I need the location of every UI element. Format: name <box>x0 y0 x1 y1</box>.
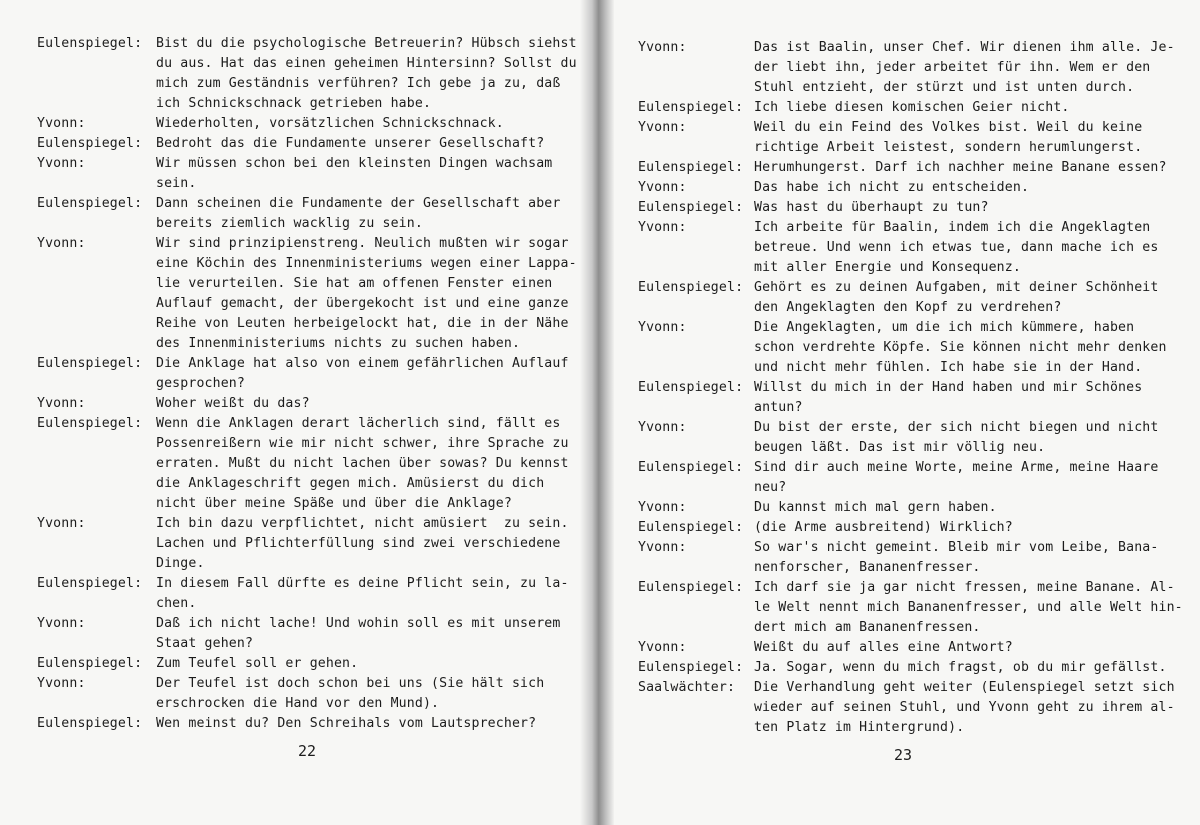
dialogue-text: Ich liebe diesen komischen Geier nicht. <box>754 100 1070 115</box>
left-page <box>0 0 594 825</box>
dialogue-line <box>638 518 1178 538</box>
dialogue-line <box>638 418 1178 438</box>
dialogue-text: mit aller Energie und Konsequenz. <box>754 260 1021 275</box>
dialogue-text: Dinge. <box>156 556 205 571</box>
dialogue-text: des Innenministeriums nichts zu suchen haben. <box>156 336 521 351</box>
dialogue-line <box>37 134 582 154</box>
dialogue-text: Auflauf gemacht, der übergekocht ist und eine ganze <box>156 296 569 311</box>
dialogue-line <box>638 598 1183 618</box>
dialogue-line <box>638 498 1178 518</box>
dialogue-line <box>37 174 582 194</box>
speaker-name: Eulenspiegel: <box>638 380 744 395</box>
right-page-number: 23 <box>894 746 913 764</box>
speaker-name: Eulenspiegel: <box>638 200 744 215</box>
dialogue-line <box>37 434 582 454</box>
dialogue-text: ich Schnickschnack getrieben habe. <box>156 96 432 111</box>
dialogue-text: neu? <box>754 480 787 495</box>
speaker-name: Yvonn: <box>638 320 687 335</box>
speaker-name: Eulenspiegel: <box>638 460 744 475</box>
dialogue-line <box>638 638 1178 658</box>
dialogue-line <box>638 358 1178 378</box>
dialogue-line <box>638 438 1178 458</box>
dialogue-line <box>638 398 1178 418</box>
speaker-name: Eulenspiegel: <box>37 36 143 51</box>
speaker-name: Yvonn: <box>37 676 86 691</box>
dialogue-line <box>37 214 582 234</box>
dialogue-line <box>638 138 1178 158</box>
speaker-name: Yvonn: <box>37 616 86 631</box>
dialogue-text: Die Anklage hat also von einem gefährlichen Auflauf <box>156 356 569 371</box>
dialogue-text: So war's nicht gemeint. Bleib mir vom Leibe, Bana- <box>754 540 1159 555</box>
dialogue-text: le Welt nennt mich Bananenfresser, und alle Welt hin- <box>754 600 1183 615</box>
dialogue-line <box>37 474 582 494</box>
speaker-name: Yvonn: <box>37 516 86 531</box>
dialogue-line <box>37 514 582 534</box>
dialogue-line <box>638 238 1178 258</box>
left-page-number: 22 <box>298 742 317 760</box>
dialogue-text: Ich arbeite für Baalin, indem ich die Angeklagten <box>754 220 1151 235</box>
speaker-name: Yvonn: <box>37 396 86 411</box>
dialogue-text: nicht über meine Späße und über die Anklage? <box>156 496 512 511</box>
dialogue-text: erschrocken die Hand vor den Mund). <box>156 696 440 711</box>
dialogue-text: Dann scheinen die Fundamente der Gesellschaft aber <box>156 196 561 211</box>
dialogue-text: Weil du ein Feind des Volkes bist. Weil du keine <box>754 120 1143 135</box>
dialogue-line <box>638 218 1178 238</box>
dialogue-text: ten Platz im Hintergrund). <box>754 720 965 735</box>
dialogue-text: gesprochen? <box>156 376 245 391</box>
dialogue-line <box>638 98 1178 118</box>
dialogue-text: Reihe von Leuten herbeigelockt hat, die in der Nähe <box>156 316 569 331</box>
dialogue-line <box>37 74 582 94</box>
dialogue-line <box>638 298 1178 318</box>
dialogue-line <box>638 578 1178 598</box>
dialogue-line <box>37 494 582 514</box>
dialogue-text: bereits ziemlich wacklig zu sein. <box>156 216 423 231</box>
speaker-name: Yvonn: <box>37 156 86 171</box>
dialogue-text: die Anklageschrift gegen mich. Amüsierst du dich <box>156 476 545 491</box>
speaker-name: Yvonn: <box>638 420 687 435</box>
dialogue-line <box>37 114 582 134</box>
dialogue-line <box>37 574 582 594</box>
dialogue-line <box>638 78 1178 98</box>
left-dialogue <box>37 34 582 734</box>
speaker-name: Yvonn: <box>638 220 687 235</box>
dialogue-text: Herumhungerst. Darf ich nachher meine Banane essen? <box>754 160 1167 175</box>
dialogue-text: lie verurteilen. Sie hat am offenen Fenster einen <box>156 276 553 291</box>
speaker-name: Eulenspiegel: <box>37 356 143 371</box>
dialogue-text: Willst du mich in der Hand haben und mir Schönes <box>754 380 1143 395</box>
dialogue-text: Bist du die psychologische Betreuerin? Hübsch siehst <box>156 36 577 51</box>
dialogue-line <box>37 54 582 74</box>
dialogue-line <box>638 558 1178 578</box>
dialogue-text: Possenreißern wie mir nicht schwer, ihre Sprache zu <box>156 436 569 451</box>
dialogue-text: Die Angeklagten, um die ich mich kümmere, haben <box>754 320 1135 335</box>
dialogue-text: erraten. Mußt du nicht lachen über sowas? Du kennst <box>156 456 569 471</box>
dialogue-text: du aus. Hat das einen geheimen Hintersinn? Sollst du <box>156 56 577 71</box>
dialogue-text: Wir müssen schon bei den kleinsten Dingen wachsam <box>156 156 553 171</box>
speaker-name: Eulenspiegel: <box>638 520 744 535</box>
dialogue-line <box>638 698 1178 718</box>
dialogue-text: Bedroht das die Fundamente unserer Gesellschaft? <box>156 136 545 151</box>
speaker-name: Eulenspiegel: <box>638 580 744 595</box>
dialogue-text: und nicht mehr fühlen. Ich habe sie in der Hand. <box>754 360 1143 375</box>
dialogue-line <box>638 458 1178 478</box>
dialogue-text: nenforscher, Bananenfresser. <box>754 560 981 575</box>
dialogue-line <box>638 158 1178 178</box>
dialogue-line <box>37 194 582 214</box>
speaker-name: Saalwächter: <box>638 680 736 695</box>
speaker-name: Yvonn: <box>37 236 86 251</box>
speaker-name: Eulenspiegel: <box>37 656 143 671</box>
speaker-name: Eulenspiegel: <box>37 576 143 591</box>
dialogue-text: Woher weißt du das? <box>156 396 310 411</box>
dialogue-text: beugen läßt. Das ist mir völlig neu. <box>754 440 1046 455</box>
dialogue-text: In diesem Fall dürfte es deine Pflicht sein, zu la- <box>156 576 569 591</box>
dialogue-line <box>37 274 582 294</box>
dialogue-text: mich zum Geständnis verführen? Ich gebe ja zu, daß <box>156 76 561 91</box>
dialogue-text: schon verdrehte Köpfe. Sie können nicht mehr denken <box>754 340 1167 355</box>
dialogue-text: (die Arme ausbreitend) Wirklich? <box>754 520 1013 535</box>
dialogue-text: Wir sind prinzipienstreng. Neulich mußten wir sogar <box>156 236 569 251</box>
dialogue-line <box>638 278 1178 298</box>
dialogue-line <box>37 294 582 314</box>
dialogue-text: richtige Arbeit leistest, sondern herumlungerst. <box>754 140 1143 155</box>
dialogue-line <box>638 198 1178 218</box>
dialogue-line <box>37 234 582 254</box>
dialogue-text: Wenn die Anklagen derart lächerlich sind, fällt es <box>156 416 561 431</box>
speaker-name: Yvonn: <box>638 180 687 195</box>
dialogue-line <box>37 654 582 674</box>
speaker-name: Yvonn: <box>638 540 687 555</box>
dialogue-text: Weißt du auf alles eine Antwort? <box>754 640 1013 655</box>
dialogue-line <box>37 414 582 434</box>
dialogue-text: Stuhl entzieht, der stürzt und ist unten durch. <box>754 80 1135 95</box>
dialogue-line <box>638 38 1178 58</box>
dialogue-line <box>638 478 1178 498</box>
dialogue-text: Was hast du überhaupt zu tun? <box>754 200 989 215</box>
dialogue-text: Sind dir auch meine Worte, meine Arme, meine Haare <box>754 460 1159 475</box>
dialogue-text: sein. <box>156 176 197 191</box>
dialogue-text: Wen meinst du? Den Schreihals vom Lautsprecher? <box>156 716 537 731</box>
dialogue-text: der liebt ihn, jeder arbeitet für ihn. Wem er den <box>754 60 1151 75</box>
dialogue-line <box>638 658 1178 678</box>
dialogue-text: Staat gehen? <box>156 636 254 651</box>
dialogue-text: chen. <box>156 596 197 611</box>
dialogue-line <box>37 714 582 734</box>
speaker-name: Yvonn: <box>638 500 687 515</box>
dialogue-text: dert mich am Bananenfressen. <box>754 620 981 635</box>
dialogue-text: Zum Teufel soll er gehen. <box>156 656 359 671</box>
dialogue-line <box>37 374 582 394</box>
dialogue-line <box>37 454 582 474</box>
dialogue-line <box>37 354 582 374</box>
dialogue-text: Das habe ich nicht zu entscheiden. <box>754 180 1030 195</box>
dialogue-line <box>37 154 582 174</box>
speaker-name: Eulenspiegel: <box>638 160 744 175</box>
right-page <box>594 0 1200 825</box>
dialogue-text: Wiederholten, vorsätzlichen Schnickschnack. <box>156 116 504 131</box>
speaker-name: Yvonn: <box>638 640 687 655</box>
speaker-name: Eulenspiegel: <box>37 716 143 731</box>
speaker-name: Eulenspiegel: <box>638 100 744 115</box>
dialogue-line <box>37 254 582 274</box>
speaker-name: Yvonn: <box>638 40 687 55</box>
dialogue-line <box>37 34 582 54</box>
dialogue-text: Gehört es zu deinen Aufgaben, mit deiner Schönheit <box>754 280 1159 295</box>
dialogue-line <box>37 94 582 114</box>
dialogue-text: antun? <box>754 400 803 415</box>
dialogue-text: betreue. Und wenn ich etwas tue, dann mache ich es <box>754 240 1159 255</box>
dialogue-line <box>37 634 582 654</box>
dialogue-line <box>638 318 1178 338</box>
book-gutter <box>580 0 614 825</box>
dialogue-line <box>638 118 1178 138</box>
dialogue-line <box>37 554 582 574</box>
dialogue-line <box>638 58 1178 78</box>
dialogue-line <box>638 538 1178 558</box>
dialogue-line <box>638 338 1178 358</box>
dialogue-line <box>37 694 582 714</box>
dialogue-text: Daß ich nicht lache! Und wohin soll es mit unserem <box>156 616 561 631</box>
dialogue-line <box>37 614 582 634</box>
speaker-name: Eulenspiegel: <box>37 416 143 431</box>
dialogue-text: Die Verhandlung geht weiter (Eulenspiegel setzt sich <box>754 680 1175 695</box>
right-dialogue <box>638 38 1183 738</box>
dialogue-line <box>37 594 582 614</box>
dialogue-text: Du kannst mich mal gern haben. <box>754 500 997 515</box>
dialogue-line <box>37 314 582 334</box>
dialogue-line <box>638 178 1178 198</box>
dialogue-text: eine Köchin des Innenministeriums wegen einer Lappa- <box>156 256 577 271</box>
speaker-name: Yvonn: <box>37 116 86 131</box>
dialogue-line <box>638 378 1178 398</box>
dialogue-text: Der Teufel ist doch schon bei uns (Sie hält sich <box>156 676 545 691</box>
dialogue-line <box>37 534 582 554</box>
dialogue-text: wieder auf seinen Stuhl, und Yvonn geht zu ihrem al- <box>754 700 1175 715</box>
speaker-name: Eulenspiegel: <box>638 280 744 295</box>
dialogue-line <box>37 674 582 694</box>
speaker-name: Eulenspiegel: <box>37 196 143 211</box>
speaker-name: Eulenspiegel: <box>638 660 744 675</box>
dialogue-line <box>638 258 1178 278</box>
speaker-name: Eulenspiegel: <box>37 136 143 151</box>
dialogue-text: Ich bin dazu verpflichtet, nicht amüsiert zu sein. <box>156 516 569 531</box>
dialogue-text: Ich darf sie ja gar nicht fressen, meine Banane. Al- <box>754 580 1175 595</box>
speaker-name: Yvonn: <box>638 120 687 135</box>
dialogue-line <box>37 334 582 354</box>
dialogue-line <box>638 718 1178 738</box>
dialogue-text: den Angeklagten den Kopf zu verdrehen? <box>754 300 1062 315</box>
dialogue-text: Du bist der erste, der sich nicht biegen und nicht <box>754 420 1159 435</box>
dialogue-text: Das ist Baalin, unser Chef. Wir dienen ihm alle. Je- <box>754 40 1175 55</box>
dialogue-line <box>638 678 1178 698</box>
dialogue-line <box>638 618 1178 638</box>
dialogue-text: Lachen und Pflichterfüllung sind zwei verschiedene <box>156 536 561 551</box>
dialogue-text: Ja. Sogar, wenn du mich fragst, ob du mir gefällst. <box>754 660 1167 675</box>
dialogue-line <box>37 394 582 414</box>
